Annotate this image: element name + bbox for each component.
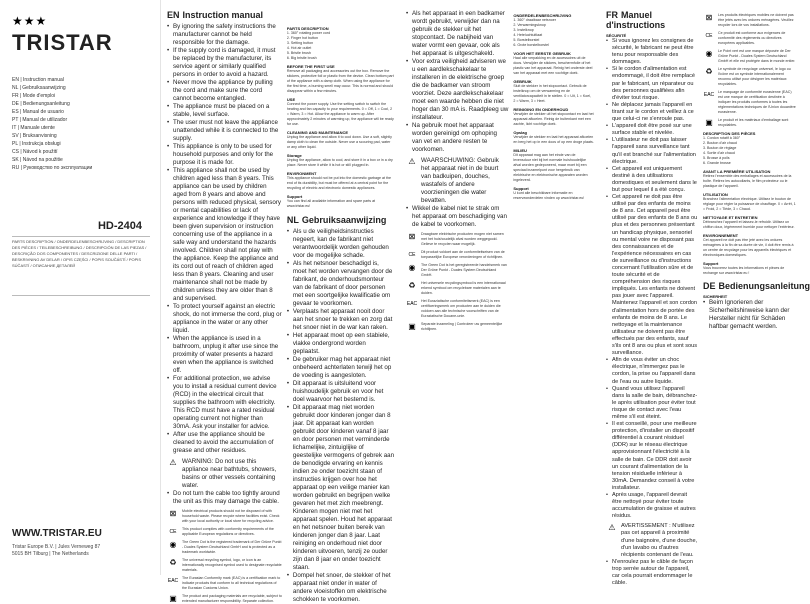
part-item: 3. Instelknop — [513, 28, 534, 32]
en-safety-list — [167, 23, 282, 455]
en-clean-title: CLEANING AND MAINTENANCE — [286, 130, 349, 135]
en-parts-title: PARTS DESCRIPTION — [286, 26, 329, 31]
safety-item: • L'appareil doit être posé sur une surface stable et nivelée. — [606, 123, 698, 137]
note-row — [167, 527, 282, 537]
part-item: 5. Borstelborstel — [513, 38, 540, 42]
part-item: 4. Hot air outlet — [286, 46, 312, 50]
note-text: The Green Dot is the registered trademark of Der Grüne Punkt - Duales System Deutschland GmbH and is protected as a trademark worldwide. — [182, 540, 282, 554]
language-list — [12, 76, 150, 172]
brand-name: TRISTAR — [12, 30, 113, 55]
nl-clean-title: REINIGING EN ONDERHOUD — [513, 107, 569, 112]
weee-bin-icon: ⊠ — [705, 13, 713, 22]
note-row — [703, 118, 796, 128]
language-item: PL | Instrukcja obsługi — [12, 141, 61, 147]
note-row — [167, 509, 282, 524]
safety-item: • This appliance shall not be used by children aged less than 8 years. This appliance can be used by children aged from 8 years and above and persons with reduced physical, sensory or mental capabilities or lack of experience and knowledge if they have been given supervision or instruction concerning use of the appliance in a safe way and understand the hazards involved. Children shall not play with the appliance. Keep the appliance and its cord out of reach of children aged less than 8 years. Cleaning and user maintenance shall not be made by children unless they are older than 8 and supervised. — [167, 167, 282, 303]
de-flag: DE — [703, 281, 716, 291]
en-heading — [167, 10, 394, 20]
en-storage: Unplug the appliance, allow to cool, and store it in a box or in a dry place. Never store it while it is hot or still plugged in. — [286, 158, 393, 167]
safety-item: • De gebruiker mag het apparaat niet onbeheerd achterlaten terwijl het op de voeding is aangesloten. — [287, 356, 394, 380]
de-safety-list — [703, 299, 796, 331]
nl-before: Haal alle verpakking en de accessoires uit de doos. Verwijder de stickers, beschermfolie of het plastic van het apparaat. Reinig het onderste deel van het apparaat met een vochtige doek. — [513, 56, 593, 75]
fr-heading — [606, 10, 698, 30]
eac-mark-icon: EAC — [167, 578, 179, 584]
address-line: Tristar Europe B.V. | Jules Verneweg 87 — [12, 544, 101, 550]
part-item: 2. Bouton d'air chaud — [703, 141, 737, 145]
en-parts — [287, 31, 394, 61]
en-warning-row — [167, 458, 282, 490]
note-text: Het universele recyclingsymbool is een internationaal erkend symbool om recyclebare materialen aan te duiden. — [421, 281, 506, 295]
note-row — [406, 281, 508, 296]
safety-item: • Als u de veiligheidsinstructies negeert, kan de fabrikant niet verantwoordelijk worden gehouden voor de mogelijke schade. — [287, 228, 394, 260]
en-before: Remove all packaging and accessories out the box. Remove the stickers, protective foil or plastic from the device. Clean bottom part of the appliance with a damp cloth. When using the appliance for the first time, a burning smell may occur. This is normal and should disappear within a few minutes. — [286, 69, 394, 93]
en-flag: EN — [167, 10, 180, 20]
note-row — [167, 576, 282, 591]
safety-item: • Quand vous utilisez l'appareil dans la salle de bain, débranchez-le après utilisation pour éviter tout risque de contact avec l'eau même s'il est éteint. — [606, 386, 698, 421]
ce-mark-icon: CE — [408, 252, 416, 258]
part-item: 6. Grande brosse — [703, 161, 731, 165]
safety-item: • The appliance must be placed on a stable, level surface. — [167, 103, 282, 119]
nl-flag: NL — [286, 215, 299, 225]
warning-icon: ⚠ — [169, 458, 177, 467]
en-use-title: USE — [286, 97, 296, 102]
safety-item: • This appliance is only to be used for household purposes and only for the purpose it is made for. — [167, 143, 282, 167]
en-storage-title: Storage — [286, 153, 302, 158]
brand-logo — [12, 30, 150, 56]
en-before-title: BEFORE THE FIRST USE — [286, 64, 335, 69]
safety-item: • Verplaats het apparaat nooit door aan het snoer te trekken en zorg dat het snoer niet in de war kan raken. — [287, 308, 394, 332]
model-number: HD-2404 — [97, 220, 142, 232]
nl-left — [406, 10, 508, 332]
note-text: Ce produit est conforme aux exigences de conformité des règlements ou directives européens applicables. — [718, 31, 786, 45]
fr-parts — [703, 136, 796, 166]
en-support-title: Support — [286, 194, 303, 199]
en-notes — [167, 509, 282, 604]
en-left — [167, 23, 282, 604]
part-item: 1. 360° draaibaar netsnoer — [513, 18, 556, 22]
nl-use: Sluit de stekker in het stopcontact. Gebruik de instelknop om de verwarming en de ventilatorcapaciteit in te stellen. 0 = Uit, 1 = Koel, 2 = Warm, 3 = Heet. — [513, 84, 592, 103]
column-nl — [400, 0, 600, 575]
note-text: Le Point vert est une marque déposée de Der Grüne Punkt - Duales System Deutschland GmbH et elle est protégée dans le monde entier. — [718, 49, 796, 63]
safety-item: • By ignoring the safety instructions the manufacturer cannot be held responsible for the damage. — [167, 23, 282, 47]
fr-right — [703, 10, 810, 587]
part-item: 4. Heteluchtuitlaat — [513, 33, 543, 37]
note-text: Dit product voldoet aan de conformiteitseisen van de toepasselijke Europese verordeningen of richtlijnen. — [421, 250, 505, 259]
fr-before-title: AVANT LA PREMIÈRE UTILISATION — [703, 169, 771, 174]
nl-env-title: MILIEU — [513, 148, 527, 153]
note-text: The product and packaging materials are recyclable, subject to extended manufacturer responsibility. Separate collection. — [182, 594, 282, 603]
part-item: 4. Sortie d'air chaud — [703, 151, 735, 155]
safety-item: • After use the appliance should be cleaned to avoid the accumulation of grease and other residues. — [167, 431, 282, 455]
note-row — [167, 558, 282, 573]
safety-item: • Dit apparaat is uitsluitend voor huishoudelijk gebruik en voor het doel waarvoor het bestemd is. — [287, 380, 394, 404]
note-text: Le produit et les matériaux d'emballage sont recyclables. — [718, 118, 789, 127]
nl-parts — [513, 18, 594, 48]
fr-env-title: ENVIRONNEMENT — [703, 233, 739, 238]
part-item: 3. Setting button — [286, 41, 314, 45]
note-text: Het Euraziatische conformiteitsmerk (EAC) is een certificeringsmerk om producten aan te duiden die voldoen aan alle technische voorschriften van de Euraziatische Douane-unie. — [421, 299, 501, 318]
note-text: The Eurasian Conformity mark (EAC) is a certification mark to indicate products that conform to all technical regulations of the Eurasian Customs Union. — [182, 576, 281, 590]
safety-item: • Never move the appliance by pulling the cord and make sure the cord cannot become entangled. — [167, 79, 282, 103]
column-en — [160, 0, 400, 603]
note-row — [703, 31, 796, 46]
fr-warning-row — [606, 523, 698, 558]
language-item: FR | Mode d'emploi — [12, 93, 56, 99]
parts-figure-caption: PARTS DESCRIPTION / ONDERDELENBESCHRIJVING / DESCRIPTION DES PIÈCES / TEILEBESCHREIBUNG / DESCRIPCIÓN DE LAS PIEZAS / DESCRIÇÃO DOS COMPONENTES / DESCRIZIONE DELLE PARTI / BESKRIVNING AV DELAR / OPIS CZĘŚCI / POPIS SOUČÁSTÍ / POPIS SÚČASTÍ / ОПИСАНИЕ ДЕТАЛЕЙ — [12, 236, 150, 296]
address-line: 5015 BH Tilburg | The Netherlands — [12, 551, 89, 557]
safety-item: • The user must not leave the appliance unattended while it is connected to the supply. — [167, 119, 282, 143]
en-warning: WARNING: Do not use this appliance near bathtubs, showers, basins or other vessels containing water. — [182, 458, 277, 489]
note-row — [406, 263, 508, 278]
safety-item: • Cet appareil ne doit pas être utilisé par des enfants de moins de 8 ans. Cet appareil peut être utilisé par des enfants de 8 ans ou plus et des personnes présentant un handicap physique, sensoriel ou mental voire ne disposant pas des connaissances et de l'expérience nécessaires en cas de surveillance ou d'instructions concernant l'utilisation sûre et de toute sécurité et de compréhension des risques impliqués. Les enfants ne doivent pas jouer avec l'appareil. Maintenez l'appareil et son cordon d'alimentation hors de portée des enfants de moins de 8 ans. Le nettoyage et la maintenance utilisateur ne doivent pas être effectués par des enfants, sauf s'ils ont 8 ans ou plus et sont sous surveillance. — [606, 194, 698, 357]
fr-parts-title: DESCRIPTION DES PIÈCES — [703, 131, 756, 136]
warning-icon: ⚠ — [408, 157, 416, 166]
language-item: IT | Manuale utente — [12, 125, 55, 131]
language-item: ES | Manual de usuario — [12, 109, 64, 115]
language-item: SK | Návod na použitie — [12, 157, 63, 163]
en-use: Connect the power supply. Use the setting switch to switch the heating and fan capacity to your requirements. 0 = Off, 1 = Cool, 2 = Warm, 3 = Hot. Allow the appliance to warm up. After approximately 2 minutes of warming up, the appliance will be ready for use. — [286, 102, 394, 126]
de-title: Bedienungsanleitung — [718, 281, 810, 291]
green-dot-icon: ◉ — [169, 540, 177, 549]
nl-safety-list — [287, 228, 394, 604]
note-row — [167, 594, 282, 604]
recycle-icon: ♻ — [705, 67, 713, 76]
fr-safety-title: SÉCURITÉ — [606, 33, 627, 38]
weee-bin-icon: ⊠ — [169, 509, 177, 518]
nl-right — [513, 10, 594, 332]
fr-env: Cet appareil ne doit pas être jeté avec les ordures ménagères à la fin de sa durée de vie, il doit être remis à un centre de recyclage pour les appareils électriques et électroniques domestiques. — [703, 238, 794, 257]
note-row — [406, 232, 508, 247]
language-item: NL | Gebruiksaanwijzing — [12, 85, 66, 91]
nl-warning: WAARSCHUWING: Gebruik het apparaat niet in de buurt van badkuipen, douches, wastafels of andere voorzieningen die water bevatten. — [421, 157, 499, 204]
ce-mark-icon: CE — [169, 529, 177, 535]
brand-stars: ★★★ — [12, 14, 48, 28]
safety-item: • Il est conseillé, pour une meilleure protection, d'installer un dispositif différentiel à courant résiduel (DDR) sur le réseau électrique approvisionnant l'électricité à la salle de bain. Ce DDR doit avoir un courant d'alimentation de la tension résiduelle inférieur à 30mA. Demandez conseil à votre installateur. — [606, 421, 698, 492]
safety-item: • Dompel het snoer, de stekker of het apparaat niet onder in water of andere vloeistoffen om elektrische schokken te voorkomen. — [287, 572, 394, 604]
fr-flag: FR — [606, 10, 618, 20]
eac-mark-icon: EAC — [703, 92, 715, 98]
fr-support-title: Support — [703, 261, 719, 266]
nl-support-title: Support — [513, 186, 529, 191]
part-item: 6. Big bristle brush — [286, 56, 317, 60]
note-text: Le symbole de recyclage universel, le logo ou l'icône est un symbole internationalement reconnu utilisé pour désigner les matériaux recyclables. — [718, 67, 791, 86]
part-item: 5. Brosse à poils — [703, 156, 730, 160]
sorting-icon: ▣ — [408, 322, 416, 331]
safety-item: • Après usage, l'appareil devrait être nettoyé pour éviter toute accumulation de graisse et autres résidus. — [606, 492, 698, 520]
language-item: SV | Bruksanvisning — [12, 133, 57, 139]
safety-item: • To protect yourself against an electric shock, do not immerse the cord, plug or appliance in the water or any other liquid. — [167, 303, 282, 335]
nl-storage-title: Opslag — [513, 130, 527, 135]
note-text: Separate inzameling | Controleer uw gemeentelijke richtlijnen. — [421, 322, 503, 331]
nl-storage: Verwijder de stekker en laat het apparaat afkoelen en berg het op in een doos of op een droge plaats. — [513, 135, 594, 144]
safety-item: • Cet appareil est uniquement destiné à des utilisations domestiques et seulement dans le but pour lequel il a été conçu. — [606, 166, 698, 194]
part-item: 6. Grote borstelborstel — [513, 43, 549, 47]
address — [12, 544, 100, 558]
green-dot-icon: ◉ — [408, 263, 416, 272]
nl-safety-list-2 — [406, 10, 508, 154]
website: WWW.TRISTAR.EU — [12, 528, 102, 539]
language-item: EN | Instruction manual — [12, 77, 64, 83]
part-item: 5. Bristle brush — [286, 51, 311, 55]
safety-item: • Ne déplacez jamais l'appareil en tirant sur le cordon et veillez à ce que celui-ci ne s'enroule pas. — [606, 102, 698, 123]
fr-notes — [703, 13, 796, 128]
note-text: The universal recycling symbol, logo, or icon is an internationally recognised symbol used to designate recyclable materials. — [182, 558, 282, 572]
part-item: 1. Cordon rotatif à 360° — [703, 136, 741, 140]
safety-item: • Si le cordon d'alimentation est endommagé, il doit être remplacé par le fabricant, un réparateur ou des personnes qualifiées afin d'éviter tout risque. — [606, 66, 698, 101]
language-item: PT | Manual de utilizador — [12, 117, 68, 123]
ce-mark-icon: CE — [705, 33, 713, 39]
language-item: DE | Bedienungsanleitung — [12, 101, 70, 107]
sorting-icon: ▣ — [705, 118, 713, 127]
note-row — [703, 67, 796, 87]
fr-left — [606, 10, 698, 587]
fr-warning2 — [606, 559, 698, 587]
en-env: This appliance should not be put into the domestic garbage at the end of its durability, but must be offered at a central point for the recycling of electric and electronic domestic appliances. — [286, 176, 391, 190]
note-row — [703, 49, 796, 64]
safety-item: • L'utilisateur ne doit pas laisser l'appareil sans surveillance tant qu'il est branché sur l'alimentation électrique. — [606, 137, 698, 165]
safety-item: • Si vous ignorez les consignes de sécurité, le fabricant ne peut être tenu pour responsable des dommages. — [606, 38, 698, 66]
fr-clean-title: NETTOYAGE ET ENTRETIEN — [703, 215, 758, 220]
safety-item: • Het apparaat moet op een stabiele, vlakke ondergrond worden geplaatst. — [287, 332, 394, 356]
note-text: This product complies with conformity requirements of the applicable European regulations or directives. — [182, 527, 274, 536]
de-safety-title: SICHERHEIT — [703, 294, 728, 299]
en-clean: Unplug the appliance and allow it to cool down. Use a soft, slightly damp cloth to clean the outside. Never use a scouring pad, water or any other liquid. — [286, 135, 392, 149]
column-fr — [600, 0, 810, 587]
safety-item: • For additional protection, we advise you to install a residual current device (RCD) in the electrical circuit that supplies the bathroom with electricity. This RCD must have a rated residual operating current not higher than 30mA. Ask your installer for advice. — [167, 375, 282, 431]
note-text: Mobile electrical products should not be disposed of with household waste. Please recycle where facilities exist. Check with your local authority or local store for recycling advice. — [182, 509, 280, 523]
nl-notes — [406, 232, 508, 332]
fr-clean: Débranchez l'appareil et laissez-le refroidir. Utilisez un chiffon doux, légèrement humide pour nettoyer l'extérieur. — [703, 220, 795, 229]
note-row — [406, 299, 508, 319]
safety-item: • Afin de vous éviter un choc électrique, n'immergez pas le cordon, la prise ou l'appareil dans de l'eau ou autre liquide. — [606, 357, 698, 385]
fr-before: Retirez l'ensemble des emballages et accessoires de la boîte. Retirez les autocollants, le film protecteur ou le plastique de l'appareil. — [703, 174, 792, 188]
language-item: RU | Руководство по эксплуатации — [12, 165, 93, 171]
cover-panel — [0, 0, 160, 575]
fr-tail — [703, 131, 796, 276]
en-warning2 — [167, 490, 282, 506]
sorting-icon: ▣ — [169, 594, 177, 603]
fr-use: Branchez l'alimentation électrique. Utilisez le bouton de réglage pour régler la puissance de chauffage. 0 = Arrêt, 1 = Froid, 2 = Tiède, 3 = Chaud. — [703, 197, 796, 211]
de-heading — [703, 281, 810, 291]
fr-support: Vous trouverez toutes les informations et pièces de rechange sur www.tristar.eu ! — [703, 266, 785, 275]
weee-bin-icon: ⊠ — [408, 232, 416, 241]
fr-safety-list — [606, 38, 698, 520]
safety-item: • If the supply cord is damaged, it must be replaced by the manufacturer, its service agent or similarly qualified persons in order to avoid a hazard. — [167, 47, 282, 79]
safety-item: • Na gebruik moet het apparaat worden gereinigd om ophoping van vet en andere resten te voorkomen. — [406, 122, 508, 154]
nl-title: Gebruiksaanwijzing — [301, 215, 387, 225]
part-item: 3. Bouton de réglage — [703, 146, 737, 150]
note-row — [703, 13, 796, 28]
note-text: Les produits électriques mobiles ne doivent pas être jetés avec les ordures ménagères. Veuillez recycler lors de vos installations. — [718, 13, 794, 27]
part-item: 2. Finger hot button — [286, 36, 319, 40]
safety-item: • Als het netsnoer beschadigd is, moet het worden vervangen door de fabrikant, de onderhoudsmonteur van de fabrikant of door personen met een soortgelijke kwalificatie om gevaar te voorkomen. — [287, 260, 394, 308]
note-text: Draagbare elektrische producten mogen niet samen met het huishoudelijk afval worden weggegooid. Gelieve te recyclen waar mogelijk. — [421, 232, 504, 246]
nl-clean: Verwijder de stekker uit het stopcontact en laat het apparaat afkoelen. Reinig de buitenkant met een zachte, licht vochtige doek. — [513, 112, 594, 126]
nl-heading — [287, 215, 394, 225]
nl-use-title: GEBRUIK — [513, 79, 532, 84]
nl-before-title: VOOR HET EERSTE GEBRUIK — [513, 51, 571, 56]
en-support: You can find all available information and spare parts at www.tristar.eu! — [286, 199, 376, 208]
note-row — [406, 322, 508, 332]
note-row — [167, 540, 282, 555]
recycle-icon: ♻ — [408, 281, 416, 290]
warning-icon: ⚠ — [608, 523, 616, 533]
nl-warning2-item: • Wikkel de kabel niet te strak om het apparaat om beschadiging van de kabel te voorkomen. — [406, 205, 508, 229]
note-text: Le marquage de conformité eurasienne (EAC) est une marque de certification destinée à indiquer les produits conformes à toutes les réglementations techniques de l'Union douanière eurasienne. — [718, 90, 796, 114]
fr-title: Manuel d'instructions — [606, 10, 666, 30]
nl-env: Dit apparaat mag aan het einde van de levensduur niet bij het normale huishoudelijke afval worden gedeponeerd, maar moet bij een speciaal inzamelpunt voor hergebruik van elektrische en elektronische apparaten worden ingeleverd. — [513, 153, 588, 182]
fr-warning2-item: • N'enroulez pas le câble de façon trop serrée autour de l'appareil, car cela pourrait endommager le câble. — [606, 559, 698, 587]
part-item: 2. Verwarmingsknop — [513, 23, 546, 27]
eac-mark-icon: EAC — [406, 301, 418, 307]
language-item: CS | Návod k použití — [12, 149, 58, 155]
note-row — [406, 250, 508, 260]
part-item: 1. 360° rotating power cord — [286, 31, 331, 35]
safety-item: • Als het apparaat in een badkamer wordt gebruikt, verwijder dan na gebruik de stekker uit het stopcontact. De nabijheid van water vormt een gevaar, ook als het apparaat is uitgeschakeld. — [406, 10, 508, 58]
nl-warning-row — [406, 157, 508, 205]
recycle-icon: ♻ — [169, 558, 177, 567]
nl-parts-title: ONDERDELENBESCHRIJVING — [513, 13, 572, 18]
en-right — [287, 23, 394, 604]
en-title: Instruction manual — [182, 10, 264, 20]
note-row — [703, 90, 796, 115]
note-text: The Green Dot is het geregistreerde handelsmerk van Der Grüne Punkt - Duales System Deutschland GmbH. — [421, 263, 507, 277]
fr-use-title: UTILISATION — [703, 192, 728, 197]
safety-item: • Dit apparaat mag niet worden gebruikt door kinderen jonger dan 8 jaar. Dit apparaat kan worden gebruikt door kinderen vanaf 8 jaar en door personen met verminderde lichamelijke, zintuiglijke of geestelijke vermogens of gebrek aan de benodigde ervaring en kennis indien ze onder toezicht staan of instructies krijgen over hoe het apparaat op een veilige manier kan worden gebruikt en begrijpen welke gevaren het met zich meebrengt. Kinderen mogen niet met het apparaat spelen. Houd het apparaat en het netsnoer buiten bereik van kinderen jonger dan 8 jaar. Laat reiniging en onderhoud niet door kinderen uitvoeren, tenzij ze ouder zijn dan 8 jaar en onder toezicht staan. — [287, 404, 394, 572]
safety-item: • Voor extra veiligheid adviseren we u een aardlekschakelaar te installeren in de elektrische groep die de badkamer van stroom voorziet. Deze aardlekschakelaar moet een waarde hebben die niet hoger dan 30 mA is. Raadpleeg uw installateur. — [406, 58, 508, 122]
green-dot-icon: ◉ — [705, 49, 713, 58]
nl-warning2 — [406, 205, 508, 229]
safety-item: • Beim Ignorieren der Sicherheitshinweise kann der Hersteller nicht für Schäden haftbar gemacht werden. — [703, 299, 796, 331]
en-tail — [287, 26, 394, 209]
safety-item: • When the appliance is used in a bathroom, unplug it after use since the proximity of water presents a hazard even when the appliance is switched off. — [167, 335, 282, 375]
nl-support: U kunt alle beschikbare informatie en reserveonderdelen vinden op www.tristar.eu! — [513, 191, 585, 200]
en-env-title: ENVIRONMENT — [286, 171, 317, 176]
en-warning2-item: • Do not turn the cable too tightly around the unit as this may damage the cable. — [167, 490, 282, 506]
fr-warning: AVERTISSEMENT : N'utilisez pas cet appareil à proximité d'une baignoire, d'une douche, d'un lavabo ou d'autres récipients contenant de l'eau. — [621, 523, 698, 558]
